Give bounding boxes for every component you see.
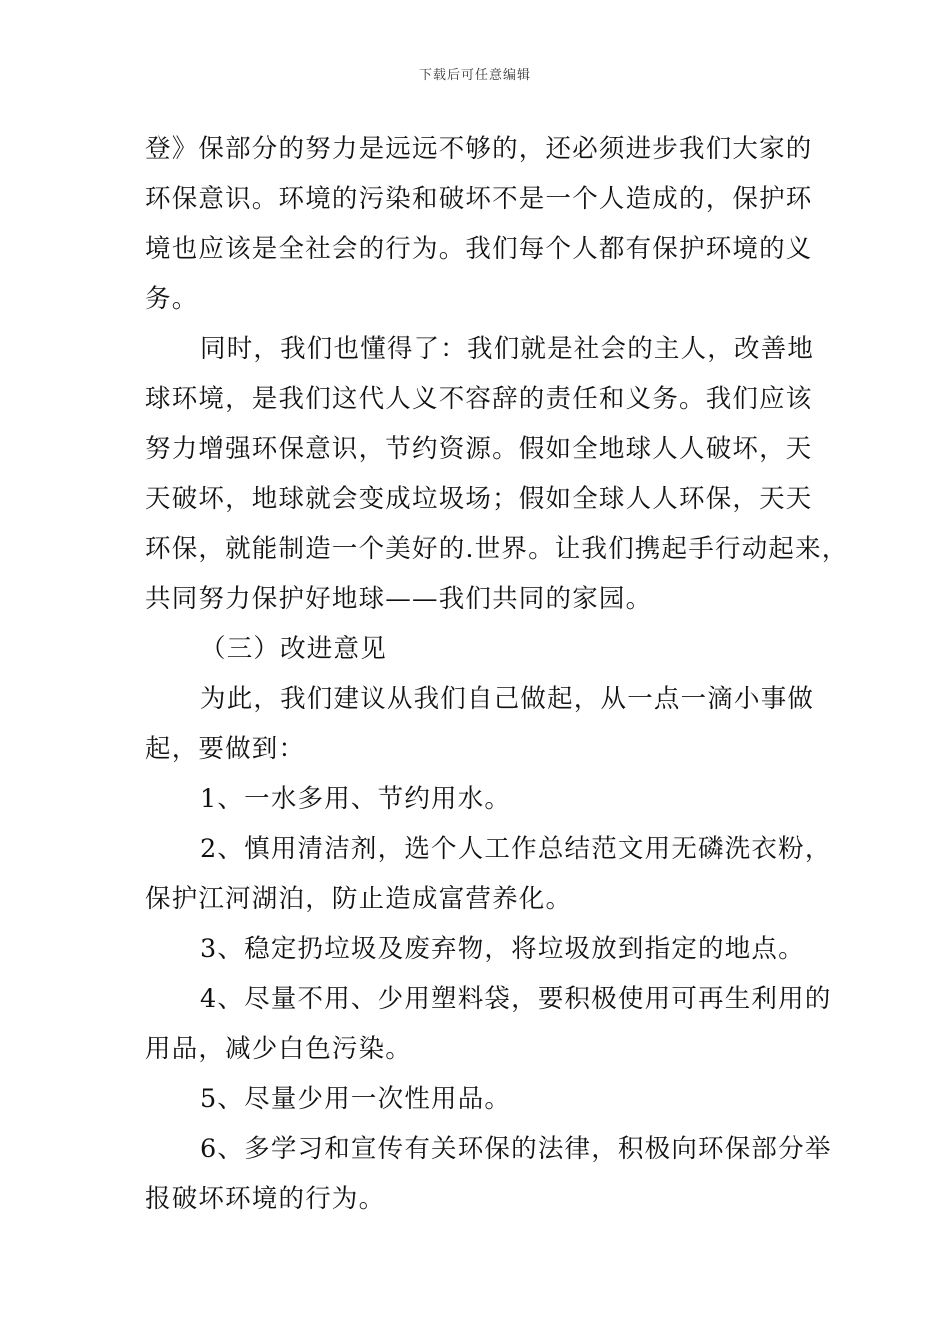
document-body	[145, 124, 849, 1224]
text-line: （三）改进意见	[200, 634, 387, 664]
text-line: 共同努力保护好地球——我们共同的家园。	[145, 584, 653, 614]
page-header: 下载后可任意编辑	[418, 68, 531, 83]
paragraph	[145, 624, 815, 674]
text-line: 用品，减少白色污染。	[145, 1034, 413, 1064]
text-line: 起，要做到：	[145, 734, 306, 764]
text-line: 登》保部分的努力是远远不够的，还必须进步我们大家的	[145, 134, 813, 164]
text-line: 同时，我们也懂得了：我们就是社会的主人，改善地	[200, 334, 815, 364]
text-line: 5、尽量少用一次性用品。	[200, 1084, 512, 1114]
text-line: 6、多学习和宣传有关环保的法律，积极向环保部分举	[200, 1134, 832, 1164]
text-line: 境也应该是全社会的行为。我们每个人都有保护环境的义	[145, 234, 813, 264]
paragraph	[145, 774, 815, 824]
text-line: 球环境，是我们这代人义不容辞的责任和义务。我们应该	[145, 384, 813, 414]
text-line: 报破坏环境的行为。	[145, 1184, 386, 1214]
paragraph	[145, 824, 832, 924]
paragraph	[145, 124, 815, 324]
text-line: 努力增强环保意识，节约资源。假如全地球人人破坏，天	[145, 434, 813, 464]
paragraph	[145, 1074, 815, 1124]
text-line: 保护江河湖泊，防止造成富营养化。	[145, 884, 573, 914]
paragraph	[145, 924, 815, 974]
text-line: 1、一水多用、节约用水。	[200, 784, 512, 814]
text-line: 环保意识。环境的污染和破坏不是一个人造成的，保护环	[145, 184, 813, 214]
paragraph	[145, 324, 849, 624]
text-line: 4、尽量不用、少用塑料袋，要积极使用可再生利用的	[200, 984, 832, 1014]
text-line: 2、慎用清洁剂，选个人工作总结范文用无磷洗衣粉，	[200, 834, 832, 864]
text-line: 天破坏，地球就会变成垃圾场；假如全球人人环保，天天	[145, 484, 813, 514]
text-line: 3、稳定扔垃圾及废弃物，将垃圾放到指定的地点。	[200, 934, 805, 964]
text-line: 为此，我们建议从我们自己做起，从一点一滴小事做	[200, 684, 815, 714]
text-line: 环保，就能制造一个美好的.世界。让我们携起手行动起来，	[145, 534, 849, 564]
paragraph	[145, 974, 832, 1074]
paragraph	[145, 1124, 832, 1224]
paragraph	[145, 674, 815, 774]
text-line: 务。	[145, 284, 199, 314]
